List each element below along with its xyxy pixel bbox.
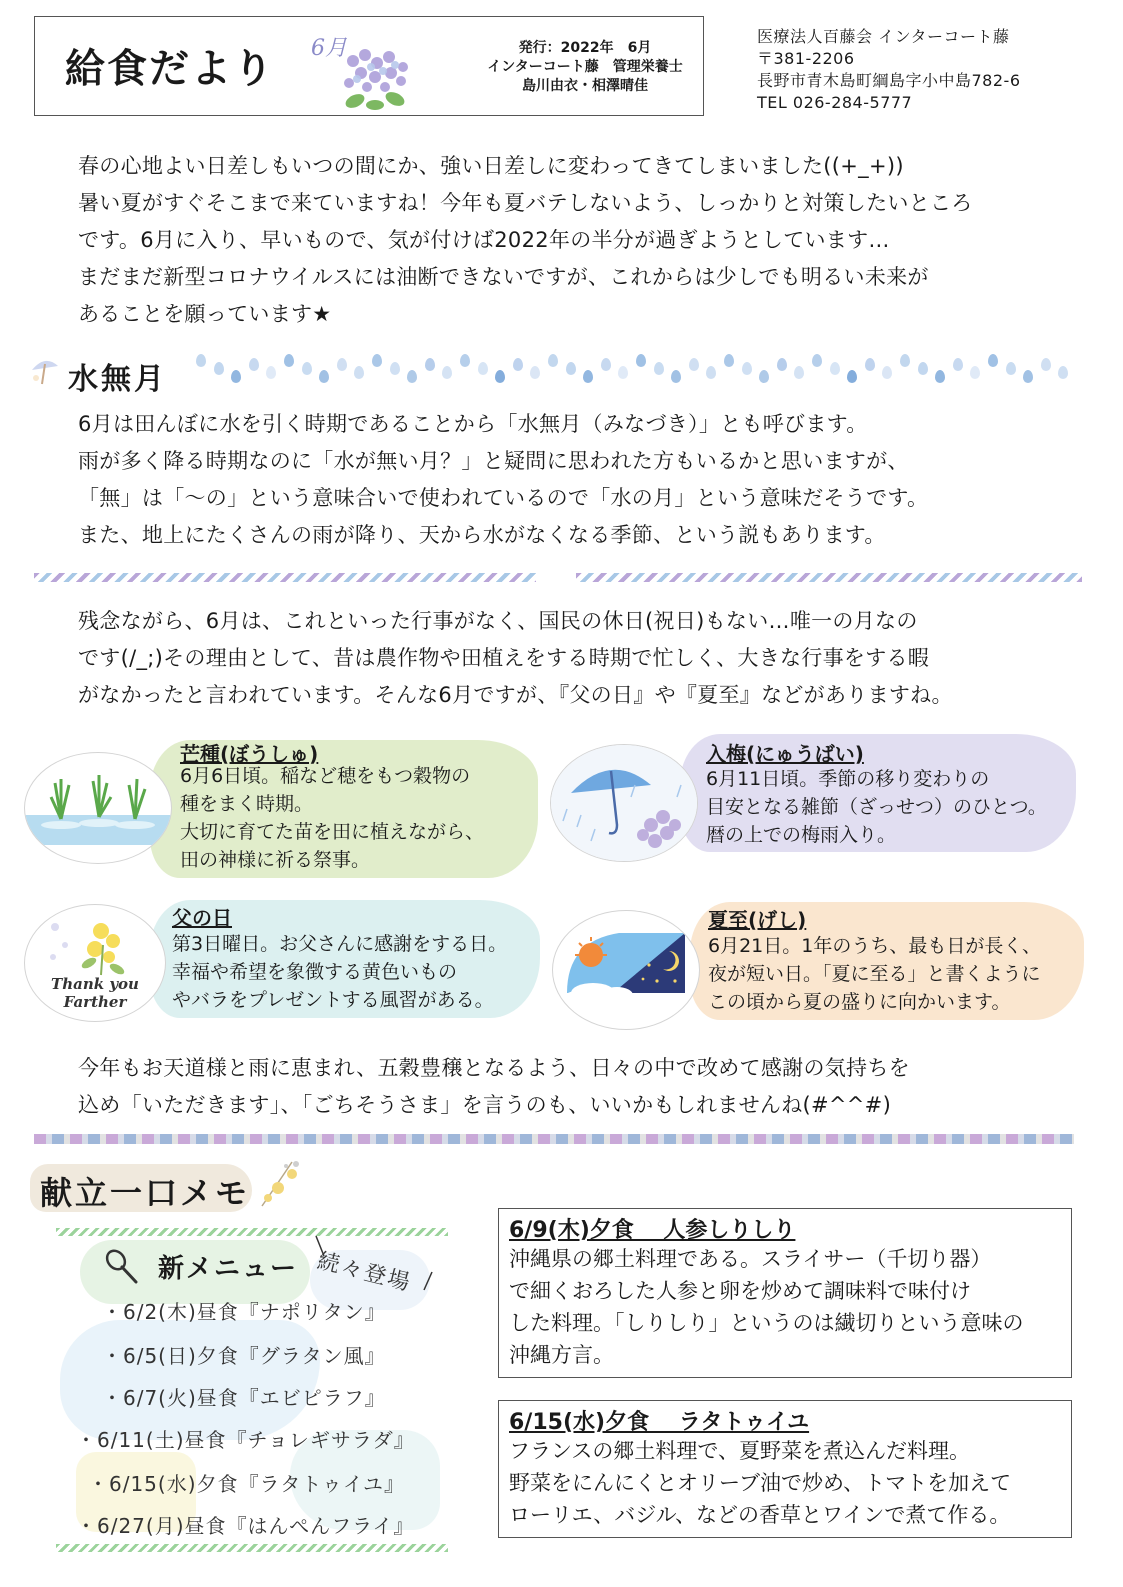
raindrop-icon	[970, 366, 980, 379]
divider-checkered	[34, 1134, 1074, 1144]
raindrop-icon	[812, 354, 822, 367]
raindrop-icon	[1041, 358, 1051, 371]
thank-you-card-image	[24, 904, 166, 1022]
raindrop-icon	[566, 362, 576, 375]
events-intro-line: です(/_;)その理由として、昔は農作物や田植えをする時期で忙しく、大きな行事をする暇	[78, 646, 930, 670]
hydrangea-illustration	[305, 21, 435, 115]
event-line: 6月21日。1年のうち、最も日が長く、	[708, 935, 1041, 957]
memo-line: で細くおろした人参と卵を炒めて調味料で味付け	[509, 1279, 971, 1303]
raindrop-icon	[759, 370, 769, 383]
raindrop-icon	[302, 362, 312, 375]
event-line: 目安となる雑節（ざっせつ）のひとつ。	[706, 796, 1047, 818]
event-line: 暦の上での梅雨入り。	[706, 824, 897, 846]
raindrop-icon	[231, 370, 241, 383]
new-menu-item: ・6/5(日)夕食『グラタン風』	[102, 1344, 386, 1368]
event-title-geshi: 夏至(げし)	[708, 908, 807, 932]
raindrop-icon	[865, 358, 875, 371]
raindrop-icon	[530, 366, 540, 379]
raindrop-icon	[372, 354, 382, 367]
event-line: 第3日曜日。お父さんに感謝をする日。	[172, 933, 508, 955]
event-title-fathers-day: 父の日	[172, 906, 232, 930]
raindrop-icon	[266, 366, 276, 379]
raindrop-icon	[513, 358, 523, 371]
issue-authors: 島川由衣・相澤晴佳	[522, 78, 648, 94]
raindrop-icon	[935, 370, 945, 383]
intro-line: あることを願っています★	[78, 302, 332, 326]
memo-line: した料理。「しりしり」というのは繊切りという意味の	[509, 1311, 1024, 1335]
minazuki-heading: 水無月	[68, 362, 167, 397]
event-line: 幸福や希望を象徴する黄色いもの	[172, 961, 458, 983]
raindrop-icon	[284, 354, 294, 367]
event-line: 夜が短い日。「夏に至る」と書くように	[708, 963, 1041, 985]
menu-heading: 献立一口メモ	[40, 1174, 251, 1212]
memo-line: 沖縄方言。	[509, 1343, 614, 1367]
minazuki-paragraph	[78, 406, 928, 554]
raindrop-icon	[689, 358, 699, 371]
intro-paragraph	[78, 148, 973, 333]
raindrop-icon	[1023, 370, 1033, 383]
menu-blob	[60, 1320, 320, 1440]
raindrop-icon	[548, 354, 558, 367]
new-menu-item: ・6/7(火)昼食『エビピラフ』	[102, 1386, 386, 1410]
month-badge: 6月	[311, 36, 347, 61]
raindrop-icon	[900, 354, 910, 367]
event-body-nyubai	[706, 765, 1047, 849]
minazuki-line: 6月は田んぼに水を引く時期であることから「水無月（みなづき）」とも呼びます。	[78, 412, 868, 436]
closing-line: 今年もお天道様と雨に恵まれ、五穀豊穣となるよう、日々の中で改めて感謝の気持ちを	[78, 1056, 910, 1080]
events-intro-paragraph	[78, 603, 953, 714]
new-menu-item: ・6/15(水)夕食『ラタトゥイユ』	[88, 1472, 406, 1496]
minazuki-line: 「無」は「〜の」という意味合いで使われているので「水の月」という意味だそうです。	[78, 486, 929, 510]
raindrop-icon	[390, 362, 400, 375]
raindrop-icon	[196, 354, 206, 367]
event-line: この頃から夏の盛りに向かいます。	[708, 991, 1011, 1013]
raindrop-icon	[583, 370, 593, 383]
raindrop-icon	[654, 362, 664, 375]
new-menu-item: ・6/27(月)昼食『はんぺんフライ』	[76, 1514, 415, 1538]
continuing-label: 続々登場	[314, 1248, 414, 1297]
raindrop-icon	[636, 354, 646, 367]
memo-title: 6/9(木)夕食 人参しりしり	[509, 1218, 796, 1243]
minazuki-line: また、地上にたくさんの雨が降り、天から水がなくなる季節、という説もあります。	[78, 523, 886, 547]
raindrop-icon	[601, 358, 611, 371]
umbrella-icon	[28, 352, 62, 388]
spoon-icon	[102, 1246, 142, 1286]
event-title-nyubai: 入梅(にゅうばい)	[706, 742, 864, 766]
event-title-boushu: 芒種(ぼうしゅ)	[180, 742, 319, 766]
raindrop-icon	[1058, 366, 1068, 379]
event-line: 6月11日頃。季節の移り変わりの	[706, 768, 990, 790]
raindrop-icon	[495, 370, 505, 383]
thank-you-card-text	[25, 975, 165, 1011]
new-menu-item: ・6/11(土)昼食『チョレギサラダ』	[76, 1428, 415, 1452]
divider-right	[576, 573, 1082, 582]
raindrop-icon	[478, 362, 488, 375]
issue-date: 発行：2022年 6月	[518, 40, 652, 56]
memo-line: ローリエ、バジル、などの香草とワインで煮て作る。	[509, 1503, 1011, 1527]
org-phone: TEL 026-284-5777	[757, 93, 913, 112]
raindrop-icon	[706, 366, 716, 379]
continuing-slashes	[310, 1232, 440, 1292]
memo-box-ratatouille	[498, 1400, 1072, 1538]
menu-border-bottom	[56, 1544, 448, 1552]
memo-title: 6/15(水)夕食 ラタトゥイユ	[509, 1410, 810, 1435]
raindrop-icon	[847, 370, 857, 383]
raindrop-icon	[425, 358, 435, 371]
event-line: 6月6日頃。稲など穂をもつ穀物の	[180, 765, 471, 787]
memo-body	[509, 1435, 1011, 1531]
org-address: 長野市青木島町綱島字小中島782-6	[757, 71, 1021, 90]
raindrop-icon	[214, 362, 224, 375]
raindrop-icon	[830, 362, 840, 375]
divider-left	[34, 573, 536, 582]
events-intro-line: 残念ながら、6月は、これといった行事がなく、国民の休日(祝日)もない…唯一の月なの	[78, 609, 918, 633]
memo-line: 沖縄県の郷土料理である。スライサー（千切り器）	[509, 1247, 992, 1271]
raindrop-icon	[671, 370, 681, 383]
memo-line: 野菜をにんにくとオリーブ油で炒め、トマトを加えて	[509, 1471, 1012, 1495]
title-box	[34, 16, 704, 116]
raindrop-icon	[442, 366, 452, 379]
card-line: Thank you	[51, 975, 139, 993]
raindrop-icon	[407, 370, 417, 383]
intro-line: まだまだ新型コロナウイルスには油断できないですが、これからは少しでも明るい未来が	[78, 265, 929, 289]
event-line: 種をまく時期。	[180, 793, 314, 815]
closing-paragraph	[78, 1050, 910, 1124]
raindrop-decoration	[196, 348, 1086, 388]
flower-sprig-icon	[252, 1152, 308, 1212]
raindrop-icon	[354, 366, 364, 379]
day-night-image	[552, 910, 700, 1030]
memo-body	[509, 1243, 1024, 1371]
intro-line: 暑い夏がすぐそこまで来ていますね！今年も夏バテしないよう、しっかりと対策したいところ	[78, 191, 973, 215]
minazuki-line: 雨が多く降る時期なのに「水が無い月？」と疑問に思われた方もいるかと思いますが、	[78, 449, 909, 473]
raindrop-icon	[777, 358, 787, 371]
raindrop-icon	[1006, 362, 1016, 375]
raindrop-icon	[460, 354, 470, 367]
intro-line: 春の心地よい日差しもいつの間にか、強い日差しに変わってきてしまいました((+_+))	[78, 154, 904, 178]
events-intro-line: がなかったと言われています。そんな6月ですが、『父の日』や『夏至』などがありますね。	[78, 683, 953, 707]
memo-line: フランスの郷土料理で、夏野菜を煮込んだ料理。	[509, 1439, 970, 1463]
raindrop-icon	[988, 354, 998, 367]
intro-line: です。6月に入り、早いもので、気が付けば2022年の半分が過ぎようとしています…	[78, 228, 890, 252]
event-line: やバラをプレゼントする風習がある。	[172, 989, 494, 1011]
new-menu-item: ・6/2(木)昼食『ナポリタン』	[102, 1300, 386, 1324]
raindrop-icon	[618, 366, 628, 379]
issue-facility: インターコート藤 管理栄養士	[487, 59, 683, 75]
org-postal: 〒381-2206	[757, 49, 855, 68]
memo-box-ninjin	[498, 1208, 1072, 1378]
event-body-fathers-day	[172, 930, 507, 1014]
event-body-boushu	[180, 762, 484, 874]
organization-info	[757, 26, 1021, 114]
event-body-geshi	[708, 932, 1041, 1016]
page-title: 給食だより	[65, 46, 275, 92]
raindrop-icon	[724, 354, 734, 367]
event-line: 田の神様に祈る祭事。	[180, 849, 371, 871]
umbrella-hydrangea-image	[550, 744, 698, 862]
raindrop-icon	[742, 362, 752, 375]
raindrop-icon	[337, 358, 347, 371]
event-line: 大切に育てた苗を田に植えながら、	[180, 821, 485, 843]
closing-line: 込め「いただきます」、「ごちそうさま」を言うのも、いいかもしれませんね(#^^#)	[78, 1093, 892, 1117]
raindrop-icon	[882, 366, 892, 379]
card-line: Farther	[63, 993, 127, 1011]
rice-seedling-image	[24, 752, 172, 864]
raindrop-icon	[319, 370, 329, 383]
issue-info	[465, 39, 705, 96]
raindrop-icon	[249, 358, 259, 371]
raindrop-icon	[918, 362, 928, 375]
new-menu-label: 新メニュー	[158, 1254, 299, 1284]
org-name: 医療法人百藤会 インターコート藤	[757, 27, 1010, 46]
raindrop-icon	[953, 358, 963, 371]
raindrop-icon	[794, 366, 804, 379]
